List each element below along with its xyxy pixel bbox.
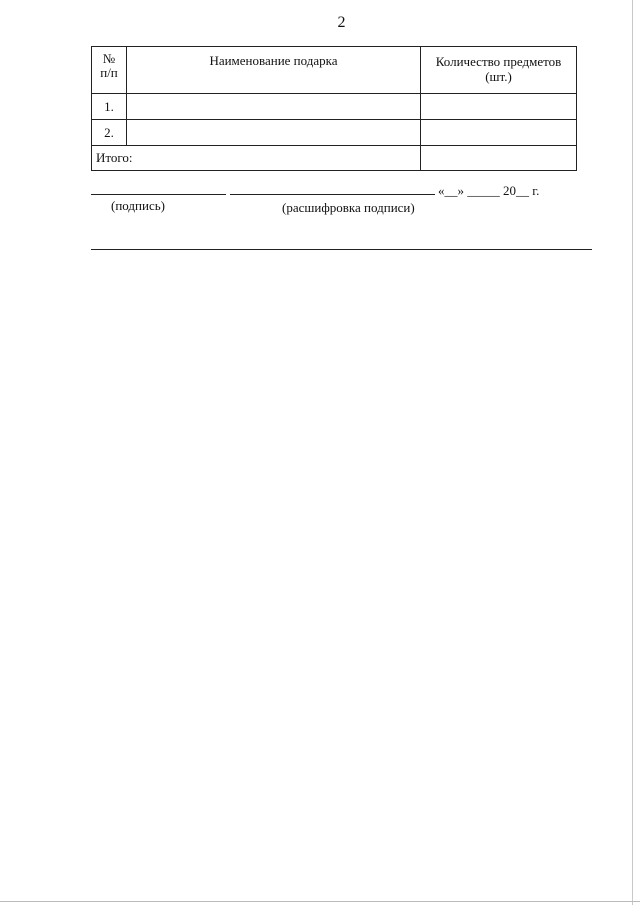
header-number-symbol: № [102,51,116,66]
header-gift-name: Наименование подарка [127,47,421,94]
row-gift-name [127,94,421,120]
signature-line [91,194,226,195]
row-gift-name [127,120,421,146]
row-number: 2. [92,120,127,146]
separator-line [91,249,592,250]
gifts-table [91,46,577,171]
header-number-abbrev: п/п [100,65,118,80]
row-number: 1. [92,94,127,120]
header-quantity-unit: (шт.) [485,69,512,84]
scan-bottom-edge [0,901,640,902]
header-quantity-label: Количество предметов [435,54,562,69]
total-quantity [421,146,577,171]
date-field: «__» _____ 20__ г. [438,183,540,198]
table-row [92,94,577,120]
table-header-row [92,47,577,94]
row-quantity [421,120,577,146]
decryption-caption: (расшифровка подписи) [282,200,415,215]
scan-edge [632,0,633,905]
decryption-line [230,194,435,195]
total-label: Итого: [92,146,421,171]
header-quantity [421,47,577,94]
signature-caption: (подпись) [111,198,165,213]
page-number: 2 [337,14,346,31]
table-total-row [92,146,577,171]
header-number [92,47,127,94]
row-quantity [421,94,577,120]
table-row [92,120,577,146]
